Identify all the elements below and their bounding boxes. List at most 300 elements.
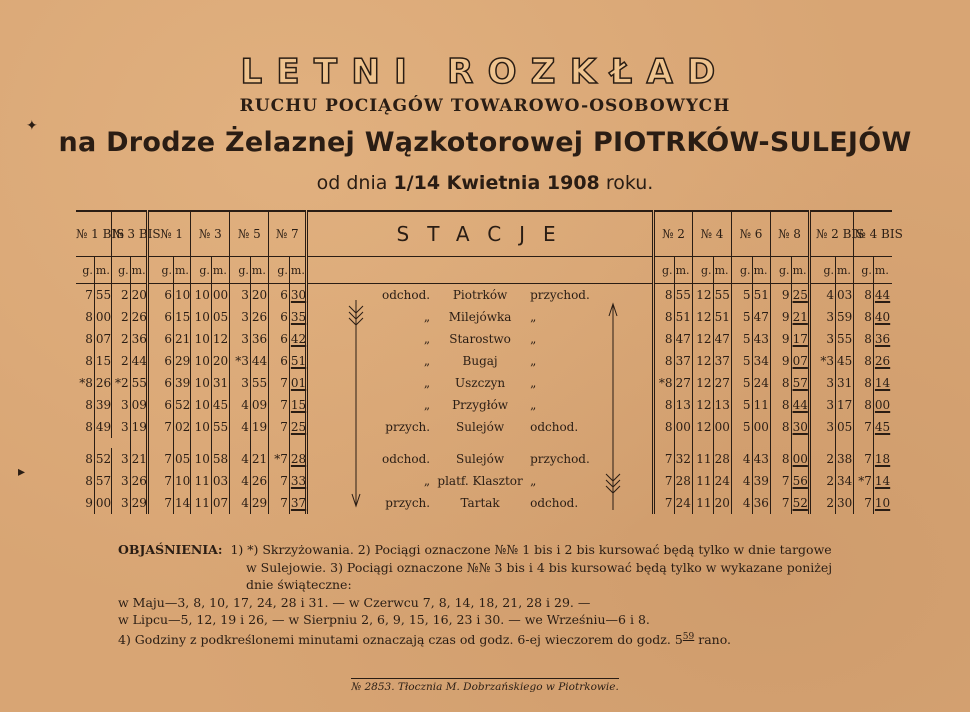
time-hour: 12 (692, 306, 713, 328)
time-hour: 4 (731, 470, 752, 492)
down-direction-arrow-icon (347, 300, 365, 510)
time-minute: 09 (250, 394, 268, 416)
time-minute: 30 (791, 416, 809, 438)
time-minute: 00 (94, 306, 111, 328)
note-text: 4) Godziny z podkreślonemi minutami oznaczają czas od godz. 6-ej wieczorem do godz. (118, 631, 671, 647)
time-hour: 10 (191, 448, 212, 470)
time-minute: 21 (250, 448, 268, 470)
note-time-hour: 5 (674, 631, 683, 647)
time-hour: 3 (230, 306, 251, 328)
time-hour: 7 (269, 492, 290, 514)
note-line: 1) *) Skrzyżowania. 2) Pociągi oznaczone №№ 1 bis i 2 bis kursować będą tylko w dnie targowe (230, 542, 832, 557)
time-hour: 3 (112, 470, 130, 492)
time-hour: 7 (854, 416, 874, 438)
direction-label: odchod. (530, 496, 579, 510)
date-value: 1/14 Kwietnia 1908 (393, 172, 600, 194)
time-hour: 5 (731, 306, 752, 328)
direction-label: przychod. (530, 452, 590, 466)
time-hour: 9 (770, 306, 791, 328)
time-minute: 47 (752, 306, 770, 328)
unit-minutes: m. (130, 257, 147, 284)
unit-hours: g. (731, 257, 752, 284)
table-row (76, 372, 892, 394)
time-minute: 07 (94, 328, 111, 350)
time-hour: 7 (164, 452, 172, 466)
time-minute: 17 (791, 328, 809, 350)
station-name: platf. Klasztor (437, 474, 523, 488)
table-row (76, 306, 892, 328)
stain-mark: ▸ (18, 464, 26, 480)
time-minute: 00 (873, 394, 892, 416)
time-minute: 00 (94, 492, 111, 514)
time-hour: 8 (85, 332, 93, 346)
time-minute: 55 (211, 416, 229, 438)
time-hour: 8 (770, 394, 791, 416)
stain-mark: ✦ (26, 118, 38, 134)
subtitle: RUCHU POCIĄGÓW TOWAROWO-OSOBOWYCH (239, 96, 731, 116)
time-hour: 8 (85, 420, 93, 434)
time-minute: 10 (173, 470, 190, 492)
time-hour: 4 (731, 448, 752, 470)
time-minute: 14 (173, 492, 190, 514)
time-hour: 12 (692, 416, 713, 438)
unit-hours: g. (854, 257, 874, 284)
direction-label: „ (530, 398, 537, 412)
time-minute: 31 (211, 372, 229, 394)
main-title: LETNI ROZKŁAD (240, 52, 730, 92)
time-minute: 11 (752, 394, 770, 416)
time-minute: 37 (713, 350, 731, 372)
time-hour: 3 (826, 376, 834, 390)
time-minute: 07 (791, 350, 809, 372)
time-hour: 7 (269, 470, 290, 492)
time-hour: 8 (770, 448, 791, 470)
time-minute: 03 (211, 470, 229, 492)
time-hour: 4 (230, 492, 251, 514)
direction-label: „ (423, 332, 431, 346)
col-header: № 4 BIS (854, 211, 892, 257)
time-minute: 26 (250, 306, 268, 328)
col-header: № 1 (153, 211, 191, 257)
time-minute: 51 (713, 306, 731, 328)
time-minute: 19 (250, 416, 268, 438)
time-hour: 4 (230, 470, 251, 492)
direction-label: przych. (385, 496, 431, 510)
time-hour: 6 (269, 328, 290, 350)
time-hour: 11 (191, 492, 212, 514)
station-name: Uszczyn (455, 376, 506, 390)
unit-hours: g. (653, 257, 674, 284)
time-hour: 7 (770, 492, 791, 514)
time-hour: 2 (112, 328, 130, 350)
time-minute: 39 (94, 394, 111, 416)
time-hour: *7 (269, 448, 290, 470)
time-minute: 47 (674, 328, 692, 350)
time-minute: 00 (211, 284, 229, 307)
col-header: № 3 (191, 211, 230, 257)
unit-minutes: m. (94, 257, 111, 284)
notes-label: OBJAŚNIENIA: (118, 542, 223, 557)
time-minute: 15 (94, 350, 111, 372)
time-minute: 58 (211, 448, 229, 470)
time-hour: 3 (112, 394, 130, 416)
unit-hours: g. (191, 257, 212, 284)
time-hour: 8 (85, 474, 93, 488)
time-hour: 8 (653, 306, 674, 328)
time-minute: 43 (752, 328, 770, 350)
direction-label: „ (423, 376, 431, 390)
time-minute: 24 (713, 470, 731, 492)
time-minute: 26 (873, 350, 892, 372)
time-hour: 8 (85, 398, 93, 412)
time-hour: 8 (653, 284, 674, 307)
col-header: № 8 (770, 211, 809, 257)
time-hour: 9 (770, 328, 791, 350)
up-direction-arrow-icon (604, 300, 622, 510)
time-minute: 45 (211, 394, 229, 416)
time-hour: 6 (164, 354, 172, 368)
time-hour: 8 (854, 284, 874, 307)
time-minute: 00 (752, 416, 770, 438)
time-hour: 9 (770, 284, 791, 307)
time-hour: 5 (731, 416, 752, 438)
time-hour: *3 (820, 354, 834, 368)
time-minute: 29 (250, 492, 268, 514)
time-hour: 11 (692, 470, 713, 492)
time-hour: 6 (164, 288, 172, 302)
direction-label: „ (530, 474, 537, 488)
time-minute: 31 (835, 372, 853, 394)
time-minute: 20 (130, 284, 147, 307)
time-hour: 3 (112, 416, 130, 438)
time-hour: 8 (653, 328, 674, 350)
time-hour: 11 (692, 492, 713, 514)
time-hour: 3 (826, 420, 834, 434)
time-hour: 7 (269, 416, 290, 438)
time-minute: 38 (835, 448, 853, 470)
timetable-body (76, 284, 892, 515)
time-hour: 4 (731, 492, 752, 514)
time-minute: 36 (250, 328, 268, 350)
time-minute: 09 (130, 394, 147, 416)
time-minute: 59 (835, 306, 853, 328)
time-minute: 18 (873, 448, 892, 470)
time-hour: 10 (191, 372, 212, 394)
time-hour: 6 (164, 332, 172, 346)
time-hour: 6 (269, 306, 290, 328)
time-minute: 52 (94, 448, 111, 470)
time-hour: 5 (731, 372, 752, 394)
col-header: № 1 BIS (76, 211, 112, 257)
col-header: № 4 (692, 211, 731, 257)
time-hour: 7 (164, 420, 172, 434)
time-hour: *8 (79, 376, 93, 390)
time-minute: 30 (289, 284, 306, 307)
time-minute: 24 (752, 372, 770, 394)
time-minute: 55 (130, 372, 147, 394)
time-hour: 8 (770, 416, 791, 438)
time-hour: 7 (653, 470, 674, 492)
time-hour: *3 (230, 350, 251, 372)
time-hour: 8 (854, 306, 874, 328)
unit-hours: g. (230, 257, 251, 284)
time-minute: 21 (791, 306, 809, 328)
header-row (76, 211, 892, 257)
time-hour: 5 (731, 328, 752, 350)
unit-minutes: m. (289, 257, 306, 284)
time-minute: 28 (713, 448, 731, 470)
time-hour: 10 (191, 306, 212, 328)
time-minute: 14 (873, 470, 892, 492)
time-minute: 36 (130, 328, 147, 350)
time-hour: 3 (826, 310, 834, 324)
time-minute: 21 (173, 328, 190, 350)
station-name: Piotrków (452, 288, 508, 302)
time-hour: 4 (230, 416, 251, 438)
time-minute: 44 (873, 284, 892, 307)
direction-label: „ (530, 310, 537, 324)
time-hour: 5 (731, 350, 752, 372)
time-minute: 57 (94, 470, 111, 492)
time-minute: 34 (752, 350, 770, 372)
time-minute: 02 (173, 416, 190, 438)
time-minute: 33 (289, 470, 306, 492)
time-hour: *8 (653, 372, 674, 394)
time-hour: 6 (164, 398, 172, 412)
time-hour: 8 (854, 328, 874, 350)
time-hour: 9 (85, 496, 93, 510)
time-minute: 25 (791, 284, 809, 307)
direction-label: „ (530, 376, 537, 390)
time-hour: 3 (230, 284, 251, 307)
unit-minutes: m. (791, 257, 809, 284)
time-hour: 2 (826, 496, 834, 510)
time-hour: 7 (269, 372, 290, 394)
time-minute: 55 (713, 284, 731, 307)
direction-label: przych. (385, 420, 431, 434)
time-minute: 21 (130, 448, 147, 470)
unit-minutes: m. (250, 257, 268, 284)
time-hour: 10 (191, 394, 212, 416)
time-minute: 13 (713, 394, 731, 416)
time-hour: 5 (731, 394, 752, 416)
time-hour: 8 (854, 394, 874, 416)
direction-label: przychod. (530, 288, 590, 302)
direction-label: „ (423, 310, 431, 324)
time-hour: 3 (826, 398, 834, 412)
col-header: № 6 (731, 211, 770, 257)
time-minute: 15 (289, 394, 306, 416)
time-minute: 36 (873, 328, 892, 350)
time-minute: 34 (835, 470, 853, 492)
time-hour: 7 (269, 394, 290, 416)
time-hour: 8 (85, 310, 93, 324)
time-minute: 07 (211, 492, 229, 514)
time-minute: 24 (674, 492, 692, 514)
note-line: w Sulejowie. 3) Pociągi oznaczone №№ 3 bis i 4 bis kursować będą tylko w wykazane poniżej (246, 559, 833, 575)
station-name: Milejówka (448, 310, 512, 324)
time-hour: 7 (653, 492, 674, 514)
time-hour: 6 (269, 284, 290, 307)
time-minute: 10 (173, 284, 190, 307)
time-hour: *7 (854, 470, 874, 492)
time-minute: 19 (130, 416, 147, 438)
time-minute: 20 (211, 350, 229, 372)
time-minute: 44 (130, 350, 147, 372)
unit-hours: g. (692, 257, 713, 284)
time-hour: 2 (826, 452, 834, 466)
time-hour: 12 (692, 372, 713, 394)
time-hour: 10 (191, 350, 212, 372)
unit-minutes: m. (713, 257, 731, 284)
direction-label: „ (530, 354, 537, 368)
col-header: № 3 BIS (112, 211, 148, 257)
time-hour: 9 (770, 350, 791, 372)
time-minute: 13 (674, 394, 692, 416)
unit-hours: g. (112, 257, 130, 284)
time-minute: 27 (674, 372, 692, 394)
railway-line: na Drodze Żelaznej Wązkotorowej PIOTRKÓW-SULEJÓW (58, 127, 912, 158)
direction-label: odchod. (382, 288, 431, 302)
time-minute: 45 (873, 416, 892, 438)
time-minute: 39 (173, 372, 190, 394)
time-minute: 29 (130, 492, 147, 514)
time-minute: 10 (873, 492, 892, 514)
unit-row (76, 257, 892, 284)
time-minute: 35 (289, 306, 306, 328)
time-minute: 57 (791, 372, 809, 394)
time-hour: 7 (85, 288, 93, 302)
time-hour: 8 (854, 372, 874, 394)
note-line (118, 629, 898, 649)
time-hour: 12 (692, 284, 713, 307)
direction-label: „ (423, 398, 431, 412)
time-minute: 37 (289, 492, 306, 514)
direction-label: odchod. (530, 420, 579, 434)
time-minute: 26 (130, 470, 147, 492)
time-minute: 47 (713, 328, 731, 350)
col-header: № 2 BIS (816, 211, 854, 257)
station-name: Tartak (460, 496, 500, 510)
time-hour: 2 (112, 306, 130, 328)
direction-label: „ (530, 332, 537, 346)
table-row (76, 284, 892, 307)
table-row (76, 350, 892, 372)
time-hour: 8 (653, 394, 674, 416)
time-minute: 00 (791, 448, 809, 470)
time-minute: 42 (289, 328, 306, 350)
time-hour: 3 (112, 448, 130, 470)
row-gap (76, 438, 892, 448)
timetable (76, 210, 903, 514)
time-hour: 7 (164, 496, 172, 510)
time-minute: 55 (674, 284, 692, 307)
time-minute: 43 (752, 448, 770, 470)
time-hour: 7 (854, 492, 874, 514)
time-minute: 56 (791, 470, 809, 492)
time-hour: 12 (692, 350, 713, 372)
time-minute: 55 (835, 328, 853, 350)
time-minute: 20 (713, 492, 731, 514)
unit-minutes: m. (674, 257, 692, 284)
time-minute: 12 (211, 328, 229, 350)
unit-hours: g. (153, 257, 174, 284)
time-hour: 8 (770, 372, 791, 394)
time-minute: 39 (752, 470, 770, 492)
time-minute: 51 (289, 350, 306, 372)
explanations (118, 541, 898, 648)
time-minute: 28 (289, 448, 306, 470)
table-row (76, 416, 892, 438)
time-minute: 52 (791, 492, 809, 514)
time-minute: 45 (835, 350, 853, 372)
unit-minutes: m. (873, 257, 892, 284)
time-minute: 55 (94, 284, 111, 307)
unit-minutes: m. (752, 257, 770, 284)
date-prefix: od dnia (316, 172, 388, 194)
time-minute: 26 (250, 470, 268, 492)
time-hour: 8 (85, 354, 93, 368)
unit-minutes: m. (835, 257, 853, 284)
time-minute: 44 (250, 350, 268, 372)
time-hour: 10 (191, 328, 212, 350)
time-minute: 27 (713, 372, 731, 394)
time-hour: *2 (112, 372, 130, 394)
time-minute: 28 (674, 470, 692, 492)
time-minute: 05 (835, 416, 853, 438)
col-header: № 5 (230, 211, 269, 257)
unit-minutes: m. (211, 257, 229, 284)
time-hour: 4 (230, 394, 251, 416)
station-name: Przygłów (452, 398, 509, 412)
time-hour: 8 (85, 452, 93, 466)
direction-label: „ (423, 354, 431, 368)
note-line: dnie świąteczne: (246, 577, 352, 592)
time-minute: 25 (289, 416, 306, 438)
table-row (76, 448, 892, 470)
table-row (76, 328, 892, 350)
unit-hours: g. (76, 257, 94, 284)
time-minute: 26 (94, 372, 111, 394)
time-hour: 11 (692, 448, 713, 470)
unit-minutes: m. (173, 257, 190, 284)
time-hour: 7 (164, 474, 172, 488)
time-hour: 3 (230, 328, 251, 350)
time-minute: 29 (173, 350, 190, 372)
col-header: № 7 (269, 211, 307, 257)
time-minute: 44 (791, 394, 809, 416)
unit-hours: g. (816, 257, 836, 284)
time-hour: 4 (826, 288, 834, 302)
time-minute: 14 (873, 372, 892, 394)
col-header: № 2 (653, 211, 692, 257)
note-text: rano. (698, 631, 731, 647)
printer-imprint-text: № 2853. Tłocznia M. Dobrzańskiego w Piotrkowie. (351, 678, 619, 693)
time-minute: 00 (674, 416, 692, 438)
time-hour: 4 (230, 448, 251, 470)
time-minute: 32 (674, 448, 692, 470)
time-minute: 03 (835, 284, 853, 307)
time-minute: 30 (835, 492, 853, 514)
time-hour: 11 (191, 470, 212, 492)
time-minute: 15 (173, 306, 190, 328)
date-suffix: roku. (605, 172, 654, 194)
time-hour: 3 (112, 492, 130, 514)
time-minute: 37 (674, 350, 692, 372)
unit-hours: g. (770, 257, 791, 284)
time-hour: 3 (230, 372, 251, 394)
station-name: Starostwo (449, 332, 511, 346)
